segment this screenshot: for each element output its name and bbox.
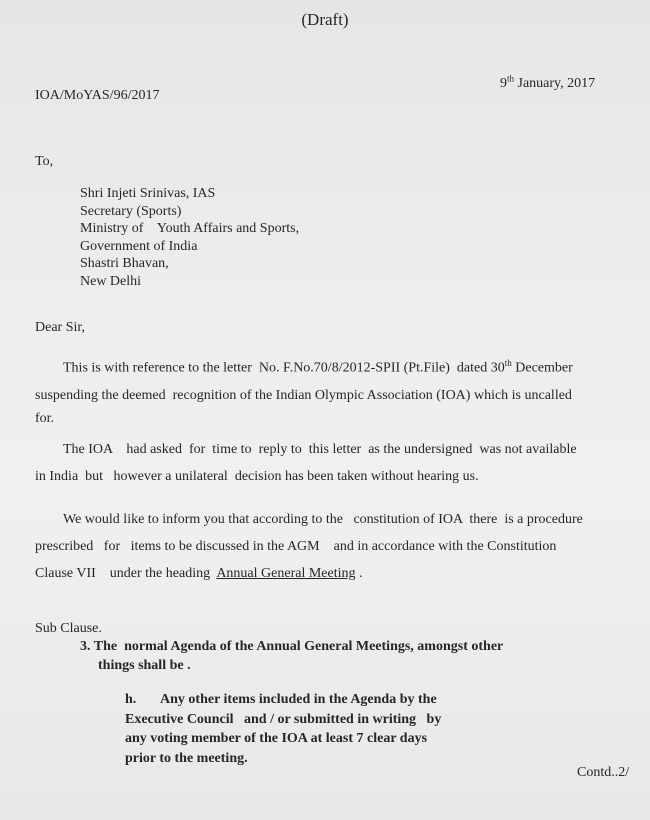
paragraph-time-request xyxy=(35,436,615,490)
date-day: 9 xyxy=(500,76,507,91)
sub-clause-label: Sub Clause. xyxy=(35,621,102,636)
address-line: Ministry of Youth Affairs and Sports, xyxy=(80,221,300,236)
paragraph-line: prescribed for items to be discussed in the AGM and in accordance with the Constitution xyxy=(35,539,557,554)
text-span: This is with reference to the letter No. F.No.70/8/2012-SPII (Pt.File) dated 30 xyxy=(63,360,505,376)
letter-date xyxy=(500,73,596,92)
clause-line: h. Any other items included in the Agenda by the xyxy=(125,692,437,707)
salutation: Dear Sir, xyxy=(35,320,85,335)
text-span: Clause VII under the heading xyxy=(35,566,217,581)
continued-marker: Contd..2/ xyxy=(577,765,630,780)
clause-h xyxy=(125,690,441,768)
reference-number: IOA/MoYAS/96/2017 xyxy=(35,88,160,103)
clause-line: things shall be . xyxy=(98,658,191,673)
paragraph-reference xyxy=(35,350,615,429)
to-label: To, xyxy=(35,154,54,169)
paragraph-line: We would like to inform you that according to the constitution of IOA there is a procedure xyxy=(63,512,583,527)
paragraph-line: for. xyxy=(35,410,55,426)
date-rest: January, 2017 xyxy=(514,76,596,91)
paragraph-line: The IOA had asked for time to reply to this letter as the undersigned was not available xyxy=(63,442,577,457)
draft-heading: (Draft) xyxy=(301,10,349,29)
clause-line: any voting member of the IOA at least 7 clear days xyxy=(125,731,428,746)
text-span: . xyxy=(355,566,363,581)
clause-3 xyxy=(80,637,503,675)
address-line: Shastri Bhavan, xyxy=(80,256,169,271)
clause-line: prior to the meeting. xyxy=(125,750,248,766)
agm-heading-reference: Annual General Meeting xyxy=(216,566,356,581)
paragraph-line xyxy=(35,560,615,587)
paragraph-line: in India but however a unilateral decision has been taken without hearing us. xyxy=(35,469,479,484)
paragraph-line: suspending the deemed recognition of the Indian Olympic Association (IOA) which is uncalled xyxy=(35,387,572,403)
recipient-address xyxy=(80,185,299,290)
address-line: New Delhi xyxy=(80,273,142,289)
paragraph-line xyxy=(35,350,615,382)
text-span: December xyxy=(511,360,573,376)
date-suffix: th xyxy=(507,73,515,84)
clause-line: 3. The normal Agenda of the Annual General Meetings, amongst other xyxy=(80,639,504,654)
address-line: Government of India xyxy=(80,238,198,254)
address-line: Secretary (Sports) xyxy=(80,203,182,219)
clause-line: Executive Council and / or submitted in writing by xyxy=(125,711,442,727)
superscript: th xyxy=(504,358,512,368)
address-line: Shri Injeti Srinivas, IAS xyxy=(80,186,216,201)
paragraph-constitution xyxy=(35,506,615,587)
